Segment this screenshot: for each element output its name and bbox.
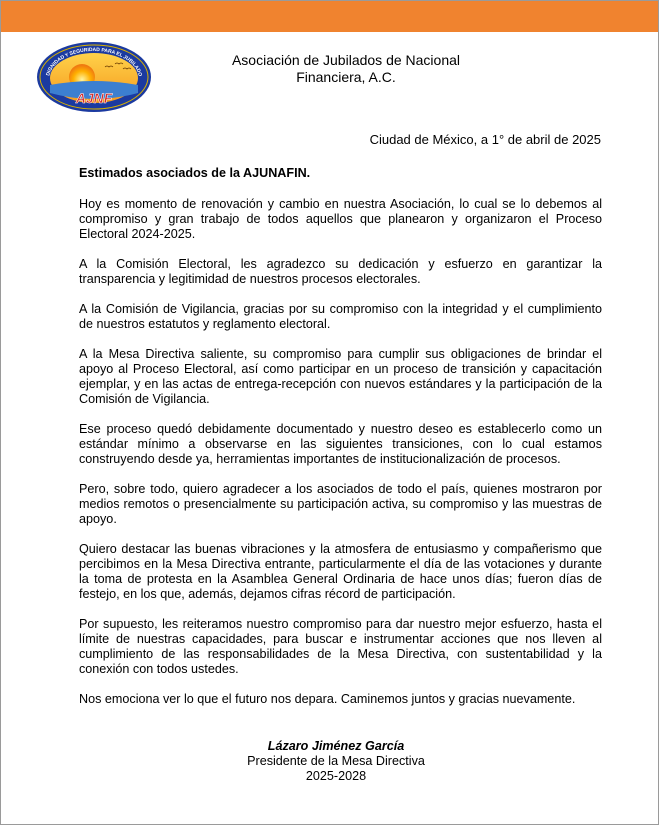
signature-block	[201, 739, 471, 784]
paragraph: A la Comisión Electoral, les agradezco su dedicación y esfuerzo en garantizar la transparencia y legitimidad de nuestros procesos electorales.	[79, 257, 602, 286]
paragraph: A la Mesa Directiva saliente, su compromiso para cumplir sus obligaciones de brindar el apoyo al Proceso Electoral, así como participar en un proceso de transición y capacitación ejemplar, y en las actas de entrega-recepción con nuevos estándares y la participación de la Comisión de Vigilancia.	[79, 347, 602, 406]
paragraph: Pero, sobre todo, quiero agradecer a los asociados de todo el país, quienes mostraron por medios remotos o presencialmente su participación activa, su compromiso y las muestras de apoyo.	[79, 482, 602, 526]
paragraph: A la Comisión de Vigilancia, gracias por su compromiso con la integridad y el cumplimiento de nuestros estatutos y reglamento electoral.	[79, 302, 602, 331]
ajnf-logo	[35, 41, 153, 113]
place-date: Ciudad de México, a 1° de abril de 2025	[369, 132, 601, 147]
signer-period: 2025-2028	[305, 769, 367, 783]
logo-text: AJNF	[75, 90, 113, 106]
paragraph: Quiero destacar las buenas vibraciones y la atmosfera de entusiasmo y compañerismo que percibimos en la Mesa Directiva entrante, particularmente el día de las votaciones y durante la toma de protesta en la Asamblea General Ordinaria de hace unos días; fueron días de festejo, en los que, además, dejamos cifras récord de participación.	[79, 542, 602, 601]
paragraph: Nos emociona ver lo que el futuro nos depara. Caminemos juntos y gracias nuevamente.	[79, 692, 576, 706]
greeting: Estimados asociados de la AJUNAFIN.	[79, 166, 311, 180]
signer-title: Presidente de la Mesa Directiva	[247, 754, 425, 768]
logo-ring-text: DIGNIDAD Y SEGURIDAD PARA EL JUBILADO	[45, 46, 143, 78]
letter-body	[79, 166, 602, 722]
paragraph: Hoy es momento de renovación y cambio en nuestra Asociación, lo cual se lo debemos al compromiso y gran trabajo de todos aquellos que planearon y organizaron el Proceso Electoral 2024-2025.	[79, 197, 602, 241]
paragraph: Por supuesto, les reiteramos nuestro compromiso para dar nuestro mejor esfuerzo, hasta el límite de nuestras capacidades, para buscar e instrumentar acciones que nos lleven al cumplimiento de las responsabilidades de la Mesa Directiva, con sustentabilidad y la conexión con todos ustedes.	[79, 617, 602, 676]
paragraph: Ese proceso quedó debidamente documentado y nuestro deseo es establecerlo como un estándar mínimo a observarse en las siguientes transiciones, con lo cual estamos construyendo desde ya, herramientas importantes de institucionalización de procesos.	[79, 422, 602, 466]
org-name-line1: Asociación de Jubilados de Nacional	[231, 52, 461, 68]
organization-name	[201, 52, 491, 86]
signer-name: Lázaro Jiménez García	[267, 739, 405, 753]
header-accent-bar	[1, 1, 658, 32]
org-name-line2: Financiera, A.C.	[296, 69, 396, 85]
